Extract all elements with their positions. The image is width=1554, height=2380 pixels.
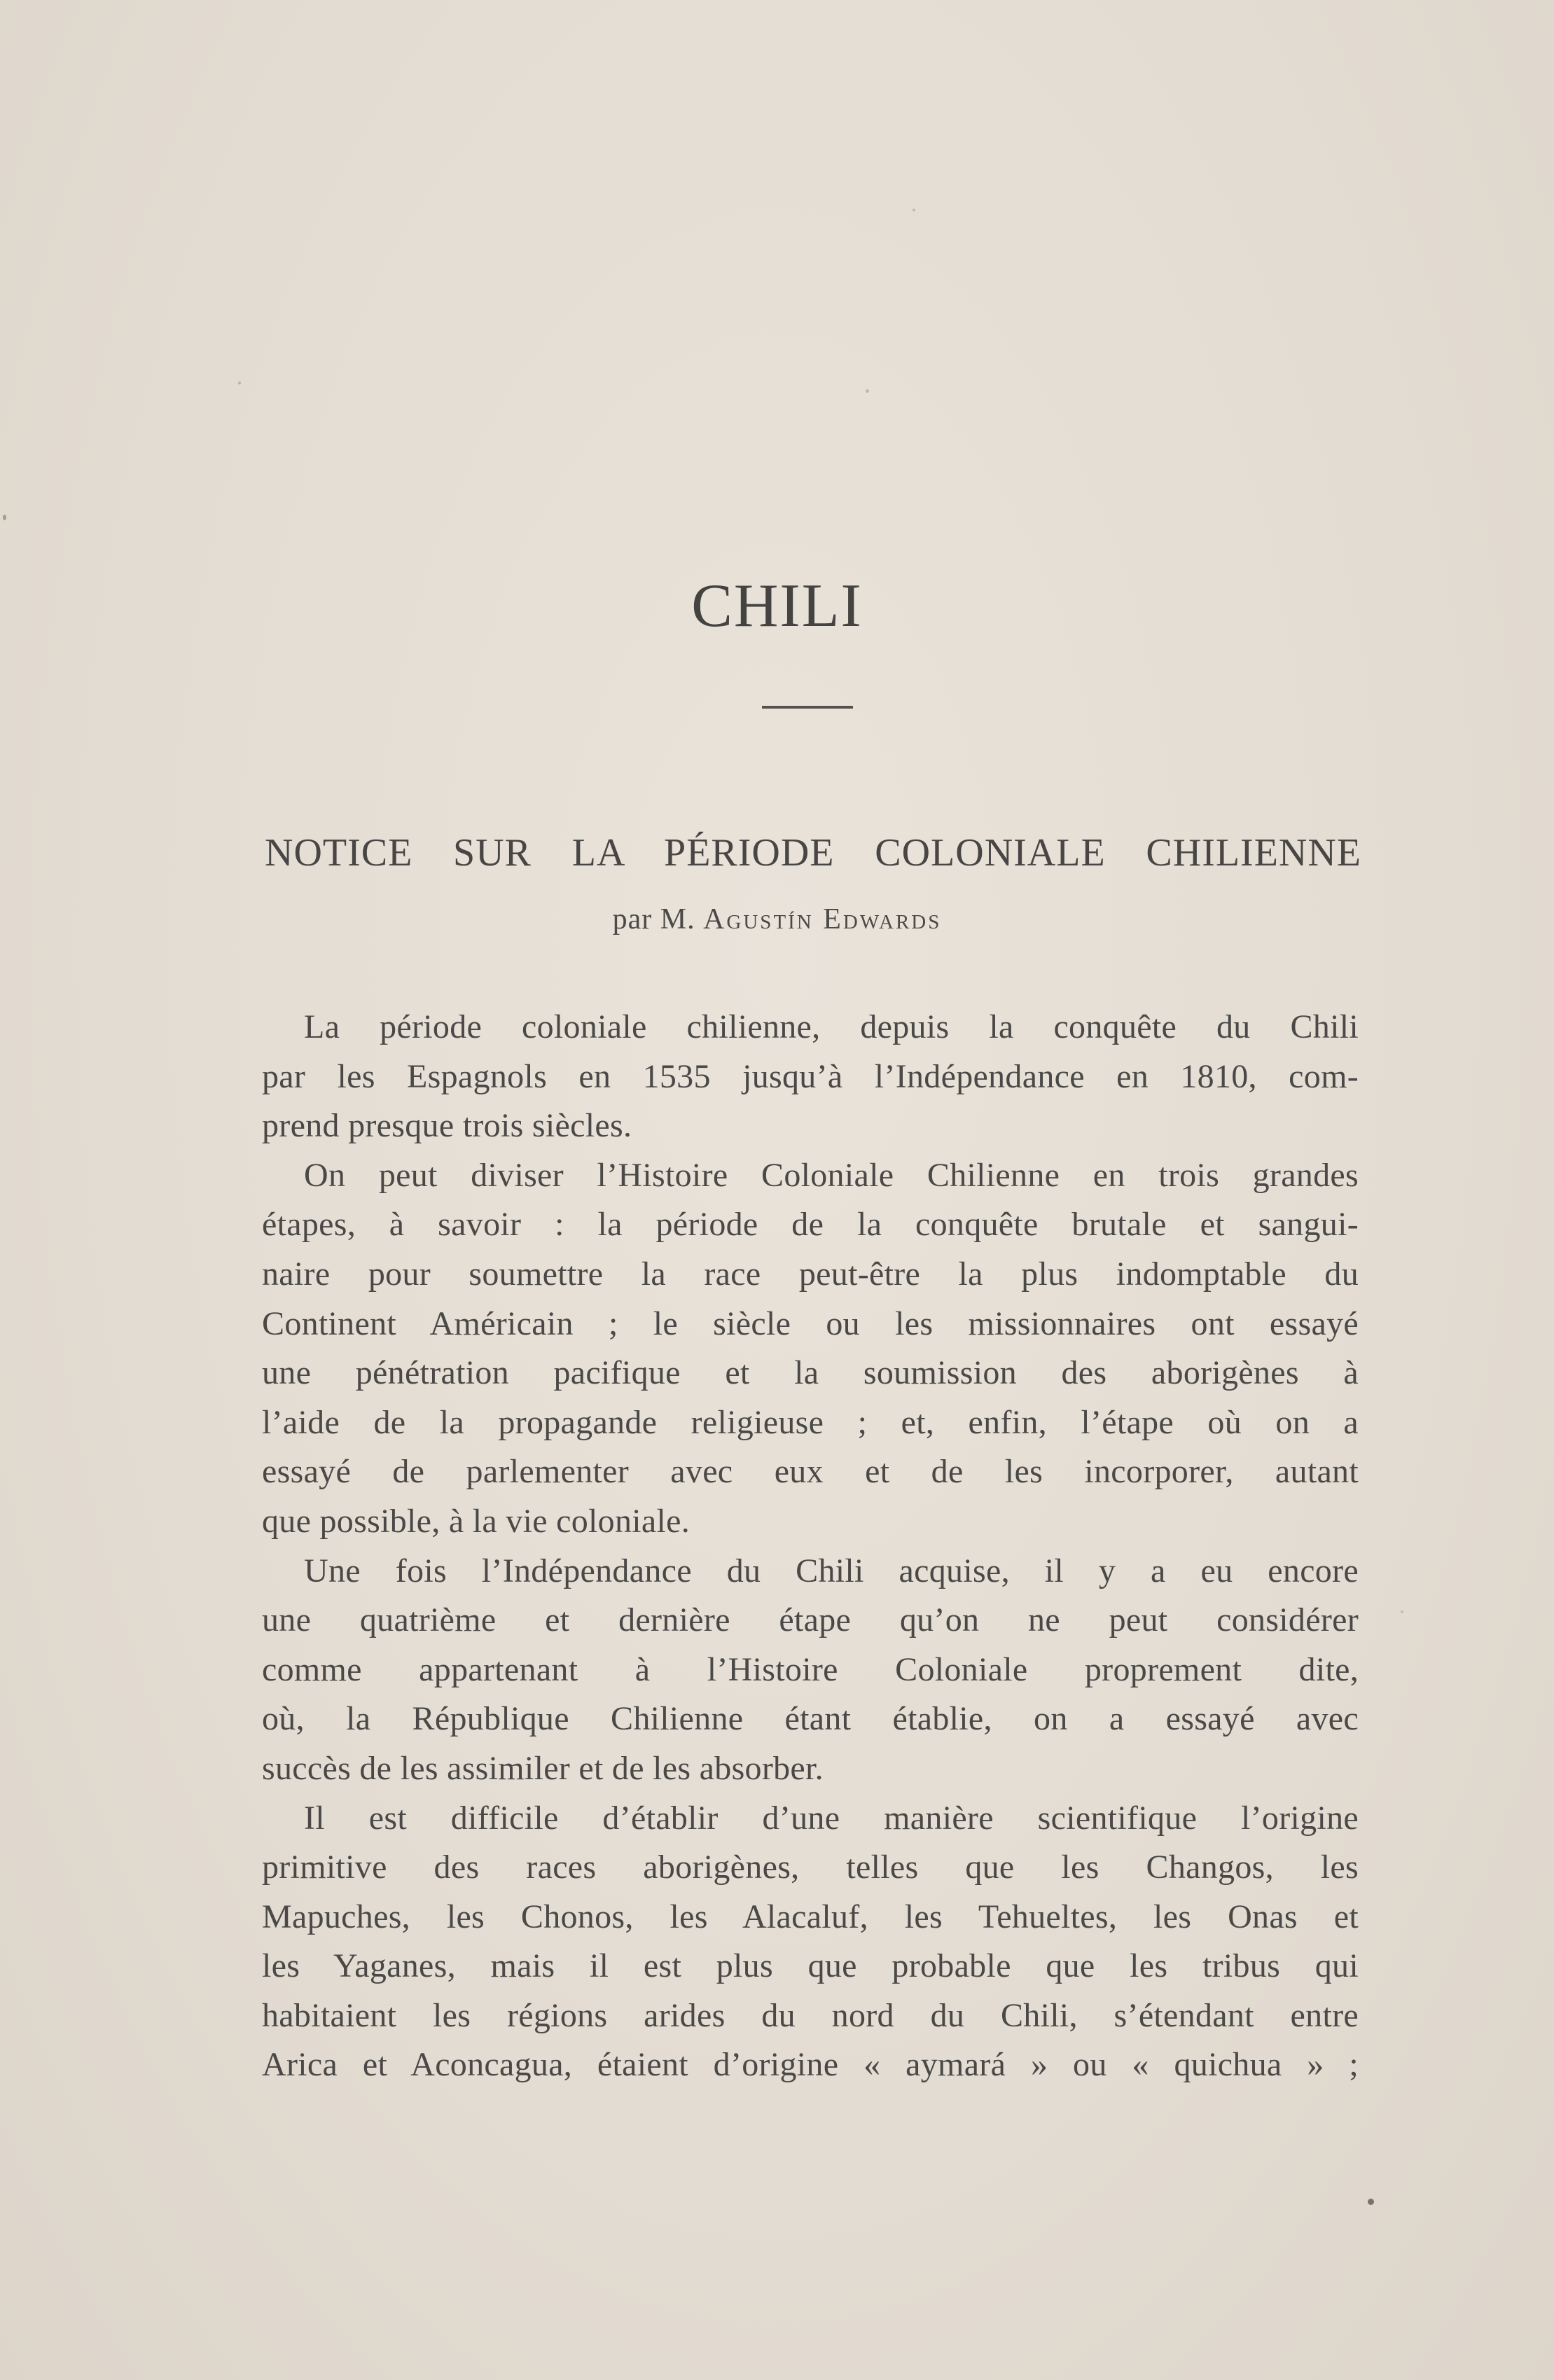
byline-author: Agustín Edwards bbox=[703, 903, 942, 935]
text-line: La période coloniale chilienne, depuis la conquête du Chili bbox=[304, 1008, 1359, 1045]
text-line: Arica et Aconcagua, étaient d’origine « aymará » ou « quichua » ; bbox=[262, 2046, 1359, 2084]
text-line: succès de les assimiler et de les absorber. bbox=[262, 1749, 824, 1787]
byline-prefix: par M. bbox=[612, 903, 695, 935]
text-line: comme appartenant à l’Histoire Coloniale proprement dite, bbox=[262, 1650, 1359, 1688]
paper-speck bbox=[913, 209, 915, 211]
text-line: Mapuches, les Chonos, les Alacaluf, les Tehueltes, les Onas et bbox=[262, 1898, 1359, 1935]
paper-speck bbox=[1401, 1610, 1403, 1613]
text-line: l’aide de la propagande religieuse ; et, enfin, l’étape où on a bbox=[262, 1403, 1359, 1441]
paragraph bbox=[262, 1547, 1359, 1794]
text-line: étapes, à savoir : la période de la conquête brutale et sangui- bbox=[262, 1206, 1359, 1244]
title-divider bbox=[762, 706, 853, 709]
paper-speck bbox=[3, 515, 6, 520]
paper-speck bbox=[238, 382, 241, 384]
paper-speck bbox=[866, 389, 869, 393]
text-line: par les Espagnols en 1535 jusqu’à l’Indépendance en 1810, com- bbox=[262, 1057, 1359, 1095]
article-body bbox=[262, 1003, 1359, 2090]
text-line: que possible, à la vie coloniale. bbox=[262, 1502, 691, 1540]
text-line: les Yaganes, mais il est plus que probable que les tribus qui bbox=[262, 1947, 1359, 1985]
text-line: On peut diviser l’Histoire Coloniale Chilienne en trois grandes bbox=[304, 1156, 1359, 1194]
author-byline bbox=[0, 905, 1554, 934]
page-title: CHILI bbox=[691, 572, 863, 640]
text-line: une quatrième et dernière étape qu’on ne peut considérer bbox=[262, 1601, 1359, 1639]
text-line: Une fois l’Indépendance du Chili acquise, il y a eu encore bbox=[304, 1552, 1359, 1589]
notice-subtitle: NOTICE SUR LA PÉRIODE COLONIALE CHILIENNE bbox=[265, 831, 1361, 875]
text-line: habitaient les régions arides du nord du Chili, s’étendant entre bbox=[262, 1996, 1359, 2034]
paper-speck bbox=[1368, 2199, 1374, 2205]
text-line: une pénétration pacifique et la soumission des aborigènes à bbox=[262, 1354, 1359, 1392]
text-line: Il est difficile d’établir d’une manière scientifique l’origine bbox=[304, 1799, 1359, 1837]
paragraph bbox=[262, 1794, 1359, 2091]
paragraph bbox=[262, 1151, 1359, 1547]
paragraph bbox=[262, 1003, 1359, 1151]
text-line: primitive des races aborigènes, telles que les Changos, les bbox=[262, 1849, 1359, 1886]
text-line: Continent Américain ; le siècle ou les missionnaires ont essayé bbox=[262, 1304, 1359, 1342]
text-line: essayé de parlementer avec eux et de les incorporer, autant bbox=[262, 1453, 1359, 1491]
text-line: prend presque trois siècles. bbox=[262, 1107, 632, 1145]
text-line: naire pour soumettre la race peut-être la plus indomptable du bbox=[262, 1255, 1359, 1293]
text-line: où, la République Chilienne étant établie, on a essayé avec bbox=[262, 1700, 1359, 1738]
